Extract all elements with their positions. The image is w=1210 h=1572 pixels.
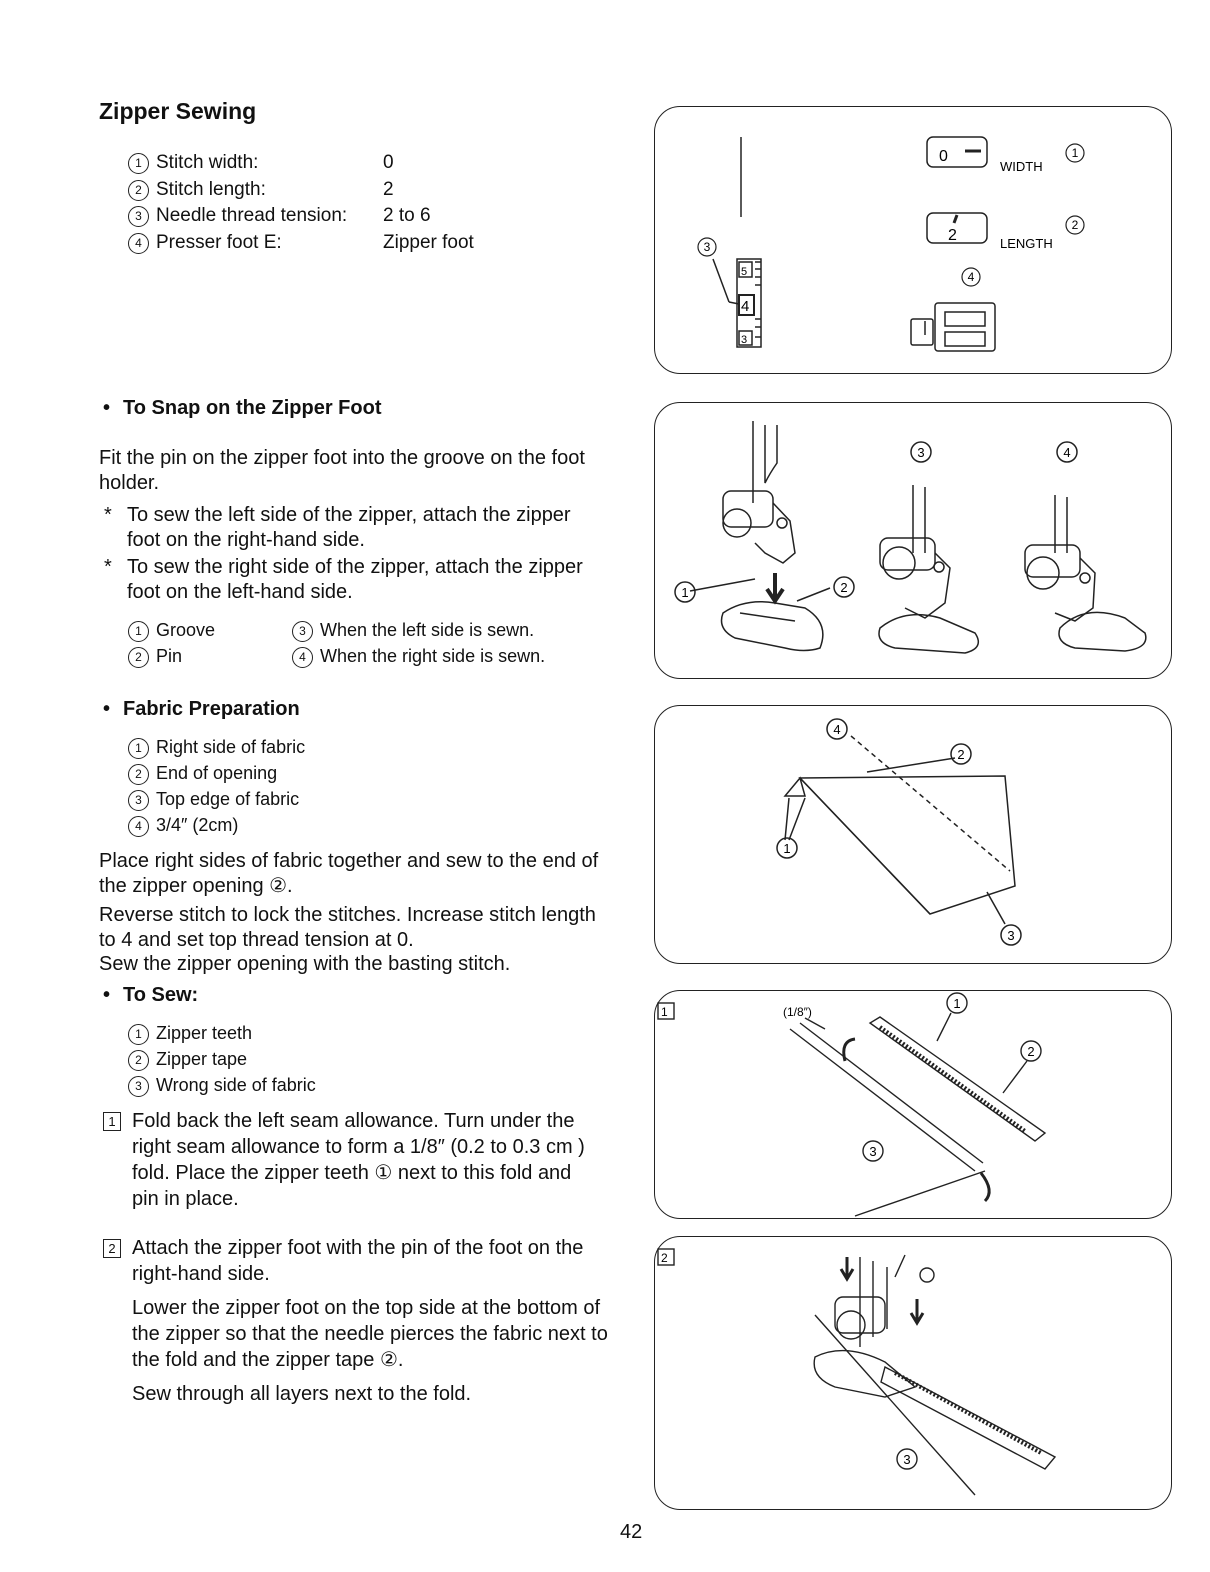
settings-panel: [654, 106, 1172, 374]
settings-list: [128, 150, 474, 256]
marker-number: 3: [128, 1076, 149, 1097]
marker-number: 3: [128, 790, 149, 811]
fold-size-label: (1/8″): [783, 1005, 812, 1019]
legend-text: Groove: [156, 620, 216, 640]
legend-text: When the right side is sewn.: [320, 646, 546, 666]
marker-number: 4: [1063, 445, 1071, 460]
marker-number: 3: [1007, 928, 1015, 943]
marker-number: 1: [783, 841, 791, 856]
legend-text: When the left side is sewn.: [320, 620, 535, 640]
snap-note-2: * To sew the right side of the zipper, attach the zipper foot on the left-hand side.: [104, 556, 583, 603]
tosew-legend: [128, 1020, 316, 1098]
snap-illustration: [655, 403, 1173, 680]
marker-number: 2: [840, 580, 848, 595]
marker-number: 3: [869, 1144, 877, 1159]
marker-number: 2: [128, 764, 149, 785]
fabric-shape: [800, 776, 1015, 914]
setting-value: 2: [383, 178, 394, 200]
step-number: 2: [103, 1239, 121, 1258]
marker-number: 4: [292, 647, 313, 668]
marker-number: 4: [128, 816, 149, 837]
legend-item: [128, 1020, 316, 1046]
note-text: To sew the right side of the zipper, attach the zipper foot on the left-hand side.: [127, 556, 583, 603]
snap-legend-right: [292, 617, 545, 669]
step-2: [103, 1235, 623, 1407]
section-heading-fabric: • Fabric Preparation: [103, 698, 300, 720]
section-heading-snap: • To Snap on the Zipper Foot: [103, 397, 382, 419]
setting-label: Presser foot E:: [156, 231, 282, 253]
settings-illustration: [655, 107, 1173, 375]
marker-number: 1: [128, 621, 149, 642]
step1-illustration: [655, 991, 1173, 1220]
fabric-para-2: Reverse stitch to lock the stitches. Increase stitch length to 4 and set top thread tension at 0.: [99, 904, 596, 951]
marker-number: 2: [957, 747, 965, 762]
step-text: Fold back the left seam allowance. Turn under the right seam allowance to form a 1/8″ (0.2 to 0.3 cm ) fold. Place the zipper teeth ① next to this fold and pin in place.: [132, 1110, 585, 1210]
snap-intro: Fit the pin on the zipper foot into the groove on the foot holder.: [99, 447, 585, 494]
length-value: 2: [948, 227, 957, 244]
step-text-3: Sew through all layers next to the fold.: [132, 1383, 472, 1405]
marker-number: 3: [903, 1452, 911, 1467]
fabric-illustration: [655, 706, 1173, 965]
legend-item: [128, 1072, 316, 1098]
legend-item: [128, 1046, 316, 1072]
marker-number: 2: [128, 647, 149, 668]
step-text-2: Lower the zipper foot on the top side at the bottom of the zipper so that the needle pierces the fabric next to the fold and the zipper tape ②.: [132, 1297, 608, 1371]
marker-number: 3: [703, 240, 711, 254]
step-number: 1: [661, 1005, 668, 1019]
marker-number: 2: [1071, 218, 1079, 232]
fabric-para-1: Place right sides of fabric together and sew to the end of the zipper opening ②.: [99, 850, 599, 897]
legend-text: End of opening: [156, 763, 278, 783]
legend-text: Zipper tape: [156, 1049, 248, 1069]
legend-item: [292, 643, 545, 669]
snap-heading-text: To Snap on the Zipper Foot: [123, 397, 382, 419]
step1-panel: [654, 990, 1172, 1219]
step-text: Attach the zipper foot with the pin of the foot on the right-hand side.: [132, 1237, 584, 1285]
legend-text: Pin: [156, 646, 183, 666]
zipper-tape: [870, 1017, 1045, 1141]
section-heading-tosew: • To Sew:: [103, 984, 199, 1006]
length-label: LENGTH: [1000, 236, 1053, 251]
legend-text: Zipper teeth: [156, 1023, 253, 1043]
note-text: To sew the left side of the zipper, attach the zipper foot on the right-hand side.: [127, 504, 571, 551]
foot-holder-middle: [879, 485, 978, 653]
step2-panel: [654, 1236, 1172, 1510]
step-number: 2: [661, 1251, 668, 1265]
marker-number: 3: [917, 445, 925, 460]
marker-number: 3: [292, 621, 313, 642]
legend-text: Top edge of fabric: [156, 789, 300, 809]
step2-illustration: [655, 1237, 1173, 1511]
legend-item: [128, 760, 305, 786]
marker-number: 1: [128, 738, 149, 759]
step-1: [103, 1108, 598, 1212]
setting-label: Stitch length:: [156, 178, 266, 200]
setting-value: Zipper foot: [383, 231, 474, 253]
marker-number: 1: [953, 996, 961, 1011]
snap-panel: [654, 402, 1172, 679]
legend-item: [128, 617, 215, 643]
legend-text: Wrong side of fabric: [156, 1075, 316, 1095]
foot-holder-right: [1025, 495, 1146, 651]
marker-number: 2: [128, 180, 149, 201]
marker-number: 2: [1027, 1044, 1035, 1059]
dial-value: 3: [741, 334, 748, 346]
page-title: Zipper Sewing: [99, 98, 257, 124]
legend-text: 3/4″ (2cm): [156, 815, 239, 835]
setting-row: [128, 177, 474, 204]
legend-item: [292, 617, 545, 643]
marker-number: 2: [128, 1050, 149, 1071]
legend-item: [128, 734, 305, 760]
fabric-legend: [128, 734, 305, 838]
presser-foot-icon: [911, 303, 995, 351]
legend-item: [128, 812, 305, 838]
legend-item: [128, 643, 215, 669]
marker-number: 4: [967, 270, 975, 284]
marker-number: 3: [128, 206, 149, 227]
setting-row: [128, 230, 474, 257]
setting-label: Needle thread tension:: [156, 205, 348, 226]
fabric-heading-text: Fabric Preparation: [123, 698, 300, 720]
marker-number: 1: [128, 1024, 149, 1045]
dial-value: 5: [741, 266, 748, 278]
legend-item: [128, 786, 305, 812]
page-number: 42: [620, 1521, 643, 1543]
setting-value: 2 to 6: [383, 205, 431, 226]
dial-value: 4: [741, 298, 750, 315]
setting-label: Stitch width:: [156, 152, 259, 173]
setting-row: [128, 150, 474, 177]
marker-number: 1: [1071, 146, 1079, 160]
marker-number: 4: [128, 233, 149, 254]
snap-note-1: * To sew the left side of the zipper, attach the zipper foot on the right-hand side.: [104, 503, 584, 553]
step-number: 1: [103, 1112, 121, 1131]
tosew-heading-text: To Sew:: [123, 984, 199, 1006]
setting-row: [128, 203, 474, 230]
fabric-panel: [654, 705, 1172, 964]
width-value: 0: [939, 148, 948, 165]
width-label: WIDTH: [1000, 159, 1043, 174]
fabric-para-3: Sew the zipper opening with the basting stitch.: [99, 953, 511, 975]
marker-number: 4: [833, 722, 841, 737]
marker-number: 1: [681, 585, 689, 600]
legend-text: Right side of fabric: [156, 737, 306, 757]
snap-legend-left: [128, 617, 215, 669]
setting-value: 0: [383, 152, 394, 173]
foot-holder-left: [690, 421, 830, 651]
marker-number: 1: [128, 153, 149, 174]
